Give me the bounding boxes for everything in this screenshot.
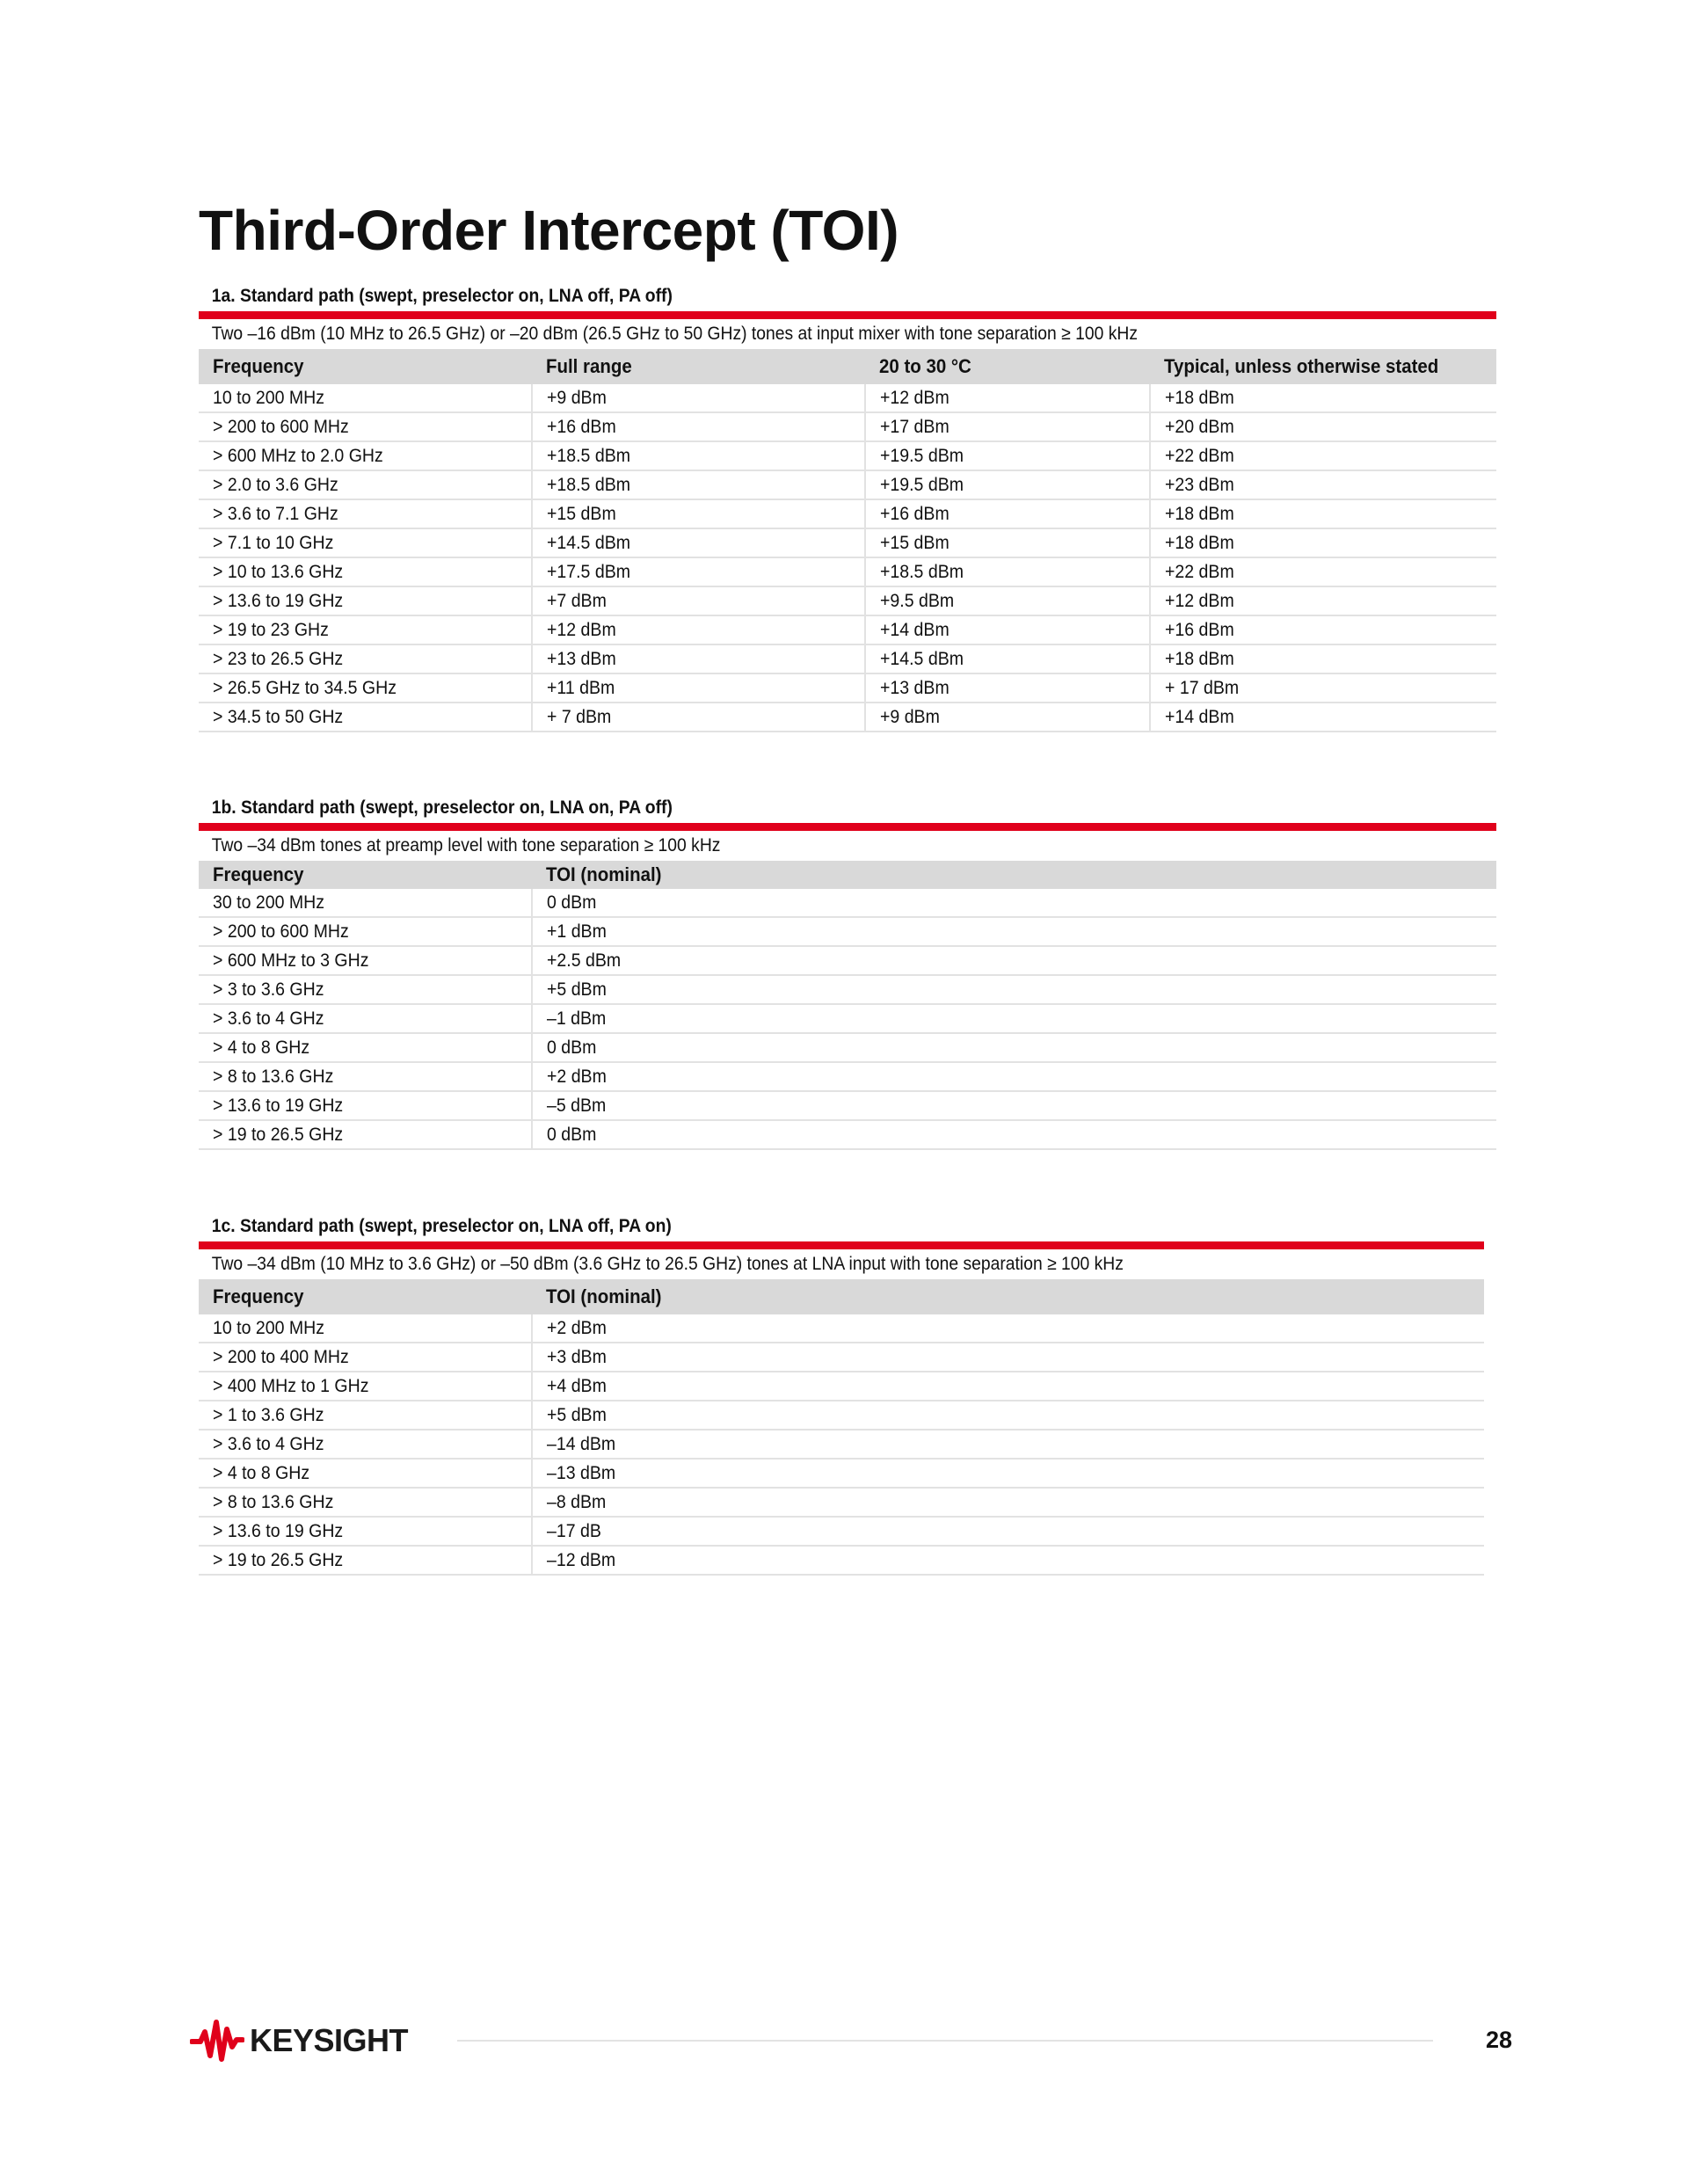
table-cell: > 3.6 to 4 GHz <box>199 1004 532 1033</box>
table-cell: +18 dBm <box>1150 384 1496 412</box>
table-row <box>199 1546 1484 1575</box>
table-row <box>199 499 1496 528</box>
table-cell: 10 to 200 MHz <box>199 1314 532 1343</box>
table-cell: +2 dBm <box>532 1314 1484 1343</box>
table-row <box>199 1004 1496 1033</box>
section-1b <box>199 793 1496 1150</box>
table-row <box>199 1120 1496 1149</box>
table-cell: +9 dBm <box>532 384 865 412</box>
table-cell: > 600 MHz to 2.0 GHz <box>199 441 532 470</box>
toi-table-1b <box>199 861 1496 1150</box>
table-cell: +13 dBm <box>532 644 865 673</box>
table-row <box>199 1372 1484 1401</box>
col-header-frequency: Frequency <box>199 861 532 889</box>
table-cell: +14.5 dBm <box>532 528 865 557</box>
table-cell: +5 dBm <box>532 975 1496 1004</box>
table-cell: +18.5 dBm <box>532 441 865 470</box>
table-cell: + 7 dBm <box>532 703 865 732</box>
page-title: Third-Order Intercept (TOI) <box>199 199 899 262</box>
section-title: 1b. Standard path (swept, preselector on, LNA on, PA off) <box>211 797 673 818</box>
table-cell: 0 dBm <box>532 889 1496 917</box>
table-row <box>199 586 1496 615</box>
table-cell: > 4 to 8 GHz <box>199 1033 532 1062</box>
table-header-row <box>199 1279 1484 1314</box>
table-cell: > 19 to 23 GHz <box>199 615 532 644</box>
table-cell: +7 dBm <box>532 586 865 615</box>
red-rule <box>199 823 1496 831</box>
table-row <box>199 441 1496 470</box>
section-1a <box>199 281 1496 732</box>
table-cell: > 34.5 to 50 GHz <box>199 703 532 732</box>
table-cell: +22 dBm <box>1150 557 1496 586</box>
table-cell: +12 dBm <box>865 384 1150 412</box>
table-cell: +17 dBm <box>865 412 1150 441</box>
col-header-toi-nominal: TOI (nominal) <box>532 861 1496 889</box>
table-cell: > 3.6 to 4 GHz <box>199 1430 532 1459</box>
table-row <box>199 1517 1484 1546</box>
table-cell: > 8 to 13.6 GHz <box>199 1062 532 1091</box>
table-condition: Two –16 dBm (10 MHz to 26.5 GHz) or –20 dBm (26.5 GHz to 50 GHz) tones at input mixer with tone separation ≥ 100 kHz <box>211 324 1139 344</box>
table-cell: +16 dBm <box>532 412 865 441</box>
table-cell: + 17 dBm <box>1150 673 1496 703</box>
table-cell: +19.5 dBm <box>865 441 1150 470</box>
table-condition: Two –34 dBm tones at preamp level with tone separation ≥ 100 kHz <box>211 835 721 855</box>
table-cell: > 200 to 600 MHz <box>199 917 532 946</box>
red-rule <box>199 311 1496 319</box>
table-cell: > 7.1 to 10 GHz <box>199 528 532 557</box>
table-cell: +13 dBm <box>865 673 1150 703</box>
table-cell: > 3 to 3.6 GHz <box>199 975 532 1004</box>
table-row <box>199 384 1496 412</box>
table-row <box>199 528 1496 557</box>
col-header-20-30c: 20 to 30 °C <box>865 349 1150 384</box>
table-cell: +16 dBm <box>1150 615 1496 644</box>
table-cell: –14 dBm <box>532 1430 1484 1459</box>
table-cell: +1 dBm <box>532 917 1496 946</box>
table-cell: –17 dB <box>532 1517 1484 1546</box>
table-cell: +14.5 dBm <box>865 644 1150 673</box>
table-cell: +5 dBm <box>532 1401 1484 1430</box>
table-cell: –12 dBm <box>532 1546 1484 1575</box>
table-cell: +18 dBm <box>1150 528 1496 557</box>
table-row <box>199 946 1496 975</box>
table-cell: > 10 to 13.6 GHz <box>199 557 532 586</box>
table-row <box>199 615 1496 644</box>
table-cell: –5 dBm <box>532 1091 1496 1120</box>
col-header-frequency: Frequency <box>199 1279 532 1314</box>
col-header-full-range: Full range <box>532 349 865 384</box>
table-cell: +18.5 dBm <box>865 557 1150 586</box>
table-row <box>199 470 1496 499</box>
table-cell: +2 dBm <box>532 1062 1496 1091</box>
col-header-frequency: Frequency <box>199 349 532 384</box>
table-cell: –13 dBm <box>532 1459 1484 1488</box>
table-cell: 0 dBm <box>532 1120 1496 1149</box>
col-header-typical: Typical, unless otherwise stated <box>1150 349 1496 384</box>
table-condition: Two –34 dBm (10 MHz to 3.6 GHz) or –50 dBm (3.6 GHz to 26.5 GHz) tones at LNA input with tone separation ≥ 100 kHz <box>211 1254 1124 1274</box>
table-cell: 30 to 200 MHz <box>199 889 532 917</box>
table-cell: > 3.6 to 7.1 GHz <box>199 499 532 528</box>
table-cell: +11 dBm <box>532 673 865 703</box>
table-row <box>199 1033 1496 1062</box>
table-cell: +9 dBm <box>865 703 1150 732</box>
table-cell: > 200 to 600 MHz <box>199 412 532 441</box>
table-cell: 0 dBm <box>532 1033 1496 1062</box>
red-rule <box>199 1241 1484 1249</box>
table-cell: > 2.0 to 3.6 GHz <box>199 470 532 499</box>
table-row <box>199 1430 1484 1459</box>
table-cell: > 19 to 26.5 GHz <box>199 1546 532 1575</box>
table-row <box>199 917 1496 946</box>
table-row <box>199 557 1496 586</box>
table-cell: +14 dBm <box>1150 703 1496 732</box>
table-cell: +17.5 dBm <box>532 557 865 586</box>
toi-table-1c <box>199 1279 1484 1576</box>
table-cell: > 13.6 to 19 GHz <box>199 586 532 615</box>
table-cell: > 4 to 8 GHz <box>199 1459 532 1488</box>
table-cell: +12 dBm <box>1150 586 1496 615</box>
table-cell: +18.5 dBm <box>532 470 865 499</box>
table-cell: +19.5 dBm <box>865 470 1150 499</box>
table-cell: +16 dBm <box>865 499 1150 528</box>
table-row <box>199 673 1496 703</box>
table-cell: +22 dBm <box>1150 441 1496 470</box>
table-cell: +18 dBm <box>1150 499 1496 528</box>
table-row <box>199 1401 1484 1430</box>
table-cell: +20 dBm <box>1150 412 1496 441</box>
section-title: 1c. Standard path (swept, preselector on, LNA off, PA on) <box>211 1216 672 1236</box>
table-row <box>199 1488 1484 1517</box>
table-cell: +3 dBm <box>532 1343 1484 1372</box>
table-cell: –1 dBm <box>532 1004 1496 1033</box>
keysight-logo <box>190 2019 408 2063</box>
section-1c <box>199 1212 1484 1576</box>
section-title: 1a. Standard path (swept, preselector on, LNA off, PA off) <box>211 286 673 306</box>
table-cell: > 8 to 13.6 GHz <box>199 1488 532 1517</box>
footer-divider <box>457 2040 1433 2042</box>
table-cell: +2.5 dBm <box>532 946 1496 975</box>
table-cell: –8 dBm <box>532 1488 1484 1517</box>
keysight-wave-icon <box>190 2019 244 2063</box>
table-cell: +4 dBm <box>532 1372 1484 1401</box>
table-cell: +9.5 dBm <box>865 586 1150 615</box>
table-cell: > 26.5 GHz to 34.5 GHz <box>199 673 532 703</box>
table-cell: +15 dBm <box>865 528 1150 557</box>
table-row <box>199 1062 1496 1091</box>
table-header-row <box>199 349 1496 384</box>
logo-text: KEYSIGHT <box>250 2022 409 2058</box>
table-cell: > 1 to 3.6 GHz <box>199 1401 532 1430</box>
page-number: 28 <box>1486 2027 1513 2053</box>
table-row <box>199 1091 1496 1120</box>
table-row <box>199 889 1496 917</box>
table-cell: 10 to 200 MHz <box>199 384 532 412</box>
table-row <box>199 1343 1484 1372</box>
table-row <box>199 703 1496 732</box>
table-header-row <box>199 861 1496 889</box>
col-header-toi-nominal: TOI (nominal) <box>532 1279 1484 1314</box>
toi-table-1a <box>199 349 1496 732</box>
table-cell: > 200 to 400 MHz <box>199 1343 532 1372</box>
table-row <box>199 644 1496 673</box>
table-cell: +15 dBm <box>532 499 865 528</box>
table-cell: +18 dBm <box>1150 644 1496 673</box>
table-row <box>199 1314 1484 1343</box>
table-cell: > 600 MHz to 3 GHz <box>199 946 532 975</box>
table-row <box>199 1459 1484 1488</box>
table-cell: +14 dBm <box>865 615 1150 644</box>
table-cell: > 23 to 26.5 GHz <box>199 644 532 673</box>
table-cell: > 13.6 to 19 GHz <box>199 1091 532 1120</box>
table-cell: +12 dBm <box>532 615 865 644</box>
table-cell: > 13.6 to 19 GHz <box>199 1517 532 1546</box>
table-cell: > 400 MHz to 1 GHz <box>199 1372 532 1401</box>
table-row <box>199 975 1496 1004</box>
table-row <box>199 412 1496 441</box>
table-cell: > 19 to 26.5 GHz <box>199 1120 532 1149</box>
table-cell: +23 dBm <box>1150 470 1496 499</box>
